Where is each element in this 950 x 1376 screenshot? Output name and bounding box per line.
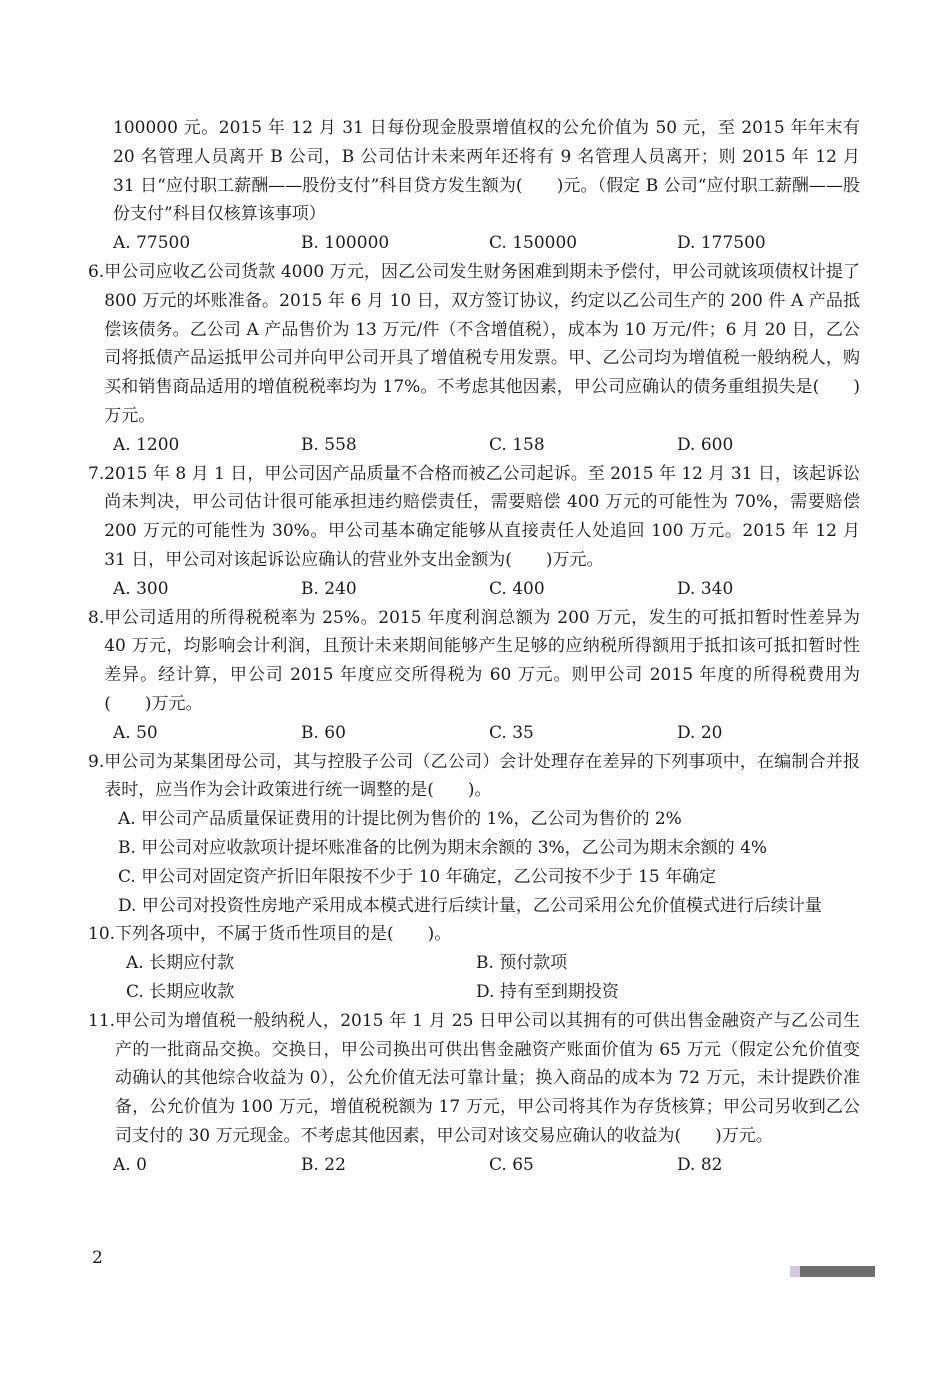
question-9: [88, 748, 860, 806]
question-10: [88, 920, 860, 949]
q11-number: 11.: [88, 1010, 116, 1031]
q10-option-d: D. 持有至到期投资: [476, 981, 619, 1002]
question-6: [88, 258, 860, 431]
q7-option-b: B. 240: [301, 578, 357, 599]
q6-option-c: C. 158: [489, 434, 545, 455]
q9-text: 甲公司为某集团母公司，其与控股子公司（乙公司）会计处理存在差异的下列事项中，在编制合并报表时，应当作为会计政策进行统一调整的是( )。: [104, 751, 860, 801]
q9-option-c: C. 甲公司对固定资产折旧年限按不少于 10 年确定，乙公司按不少于 15 年确定: [118, 866, 717, 887]
q10-options-row1: [88, 949, 860, 978]
q6-option-b: B. 558: [301, 434, 357, 455]
q8-option-d: D. 20: [677, 722, 723, 743]
q9-option-d: D. 甲公司对投资性房地产采用成本模式进行后续计量，乙公司采用公允价值模式进行后续计量: [118, 895, 822, 916]
q11-option-a: A. 0: [113, 1154, 147, 1175]
q5-option-b: B. 100000: [301, 233, 390, 254]
q6-option-a: A. 1200: [113, 434, 180, 455]
q11-option-d: D. 82: [677, 1154, 723, 1175]
q7-options: [88, 575, 860, 604]
q9-option-b: B. 甲公司对应收款项计提坏账准备的比例为期末余额的 3%，乙公司为期末余额的 4%: [118, 837, 768, 858]
q7-option-d: D. 340: [677, 578, 734, 599]
q5-option-a: A. 77500: [113, 233, 191, 254]
question-11: [88, 1007, 860, 1151]
q6-option-d: D. 600: [677, 434, 734, 455]
footer-mark: [790, 1266, 800, 1277]
q10-options-row2: [88, 978, 860, 1007]
q10-number: 10.: [88, 924, 116, 945]
q5-option-c: C. 150000: [489, 233, 578, 254]
q6-number: 6.: [88, 261, 105, 282]
q7-number: 7.: [88, 463, 105, 484]
question-8: [88, 604, 860, 719]
q11-option-b: B. 22: [301, 1154, 346, 1175]
page-number: 2: [92, 1248, 103, 1268]
q8-option-b: B. 60: [301, 722, 346, 743]
q10-option-c: C. 长期应收款: [126, 981, 235, 1002]
page-content: [88, 114, 860, 1179]
q10-option-b: B. 预付款项: [476, 953, 568, 974]
q8-number: 8.: [88, 607, 105, 628]
footer-bar: [800, 1266, 875, 1277]
q5-option-d: D. 177500: [677, 233, 766, 254]
q7-option-a: A. 300: [113, 578, 169, 599]
q9-option-a: A. 甲公司产品质量保证费用的计提比例为售价的 1%，乙公司为售价的 2%: [118, 809, 682, 830]
q9-options: [88, 805, 860, 920]
q10-text: 下列各项中，不属于货币性项目的是( )。: [115, 924, 452, 945]
q8-text: 甲公司适用的所得税税率为 25%。2015 年度利润总额为 200 万元，发生的可抵扣暂时性差异为 40 万元，均影响会计利润，且预计未来期间能够产生足够的应纳税所得额用于抵扣该可抵扣暂时性差异。经计算，甲公司 2015 年度应交所得税为 60 万元。则甲公司 2015 年度的所得税费用为( )万元。: [104, 607, 860, 714]
q11-text: 甲公司为增值税一般纳税人，2015 年 1 月 25 日甲公司以其拥有的可供出售金融资产与乙公司生产的一批商品交换。交换日，甲公司换出可供出售金融资产账面价值为 65 万元（假定公允价值变动确认的其他综合收益为 0），公允价值无法可靠计量；换入商品的成本为 72 万元，未计提跌价准备，公允价值为 100 万元，增值税税额为 17 万元，甲公司将其作为存货核算；甲公司另收到乙公司支付的 30 万元现金。不考虑其他因素，甲公司对该交易应确认的收益为( )万元。: [115, 1010, 860, 1146]
q7-option-c: C. 400: [489, 578, 545, 599]
q11-options: [88, 1151, 860, 1180]
q9-number: 9.: [88, 751, 105, 772]
q7-text: 2015 年 8 月 1 日，甲公司因产品质量不合格而被乙公司起诉。至 2015 年 12 月 31 日，该起诉讼尚未判决，甲公司估计很可能承担违约赔偿责任，需要赔偿 400 万元的可能性为 70%，需要赔偿 200 万元的可能性为 30%。甲公司基本确定能够从直接责任人处追回 100 万元。2015 年 12 月 31 日，甲公司对该起诉讼应确认的营业外支出金额为( )万元。: [104, 463, 860, 570]
q5-options: [88, 229, 860, 258]
q11-option-c: C. 65: [489, 1154, 534, 1175]
question-7: [88, 460, 860, 575]
q8-option-c: C. 35: [489, 722, 534, 743]
q6-options: [88, 431, 860, 460]
q10-option-a: A. 长期应付款: [126, 953, 235, 974]
q8-option-a: A. 50: [113, 722, 158, 743]
q6-text: 甲公司应收乙公司货款 4000 万元，因乙公司发生财务困难到期未予偿付，甲公司就该项债权计提了 800 万元的坏账准备。2015 年 6 月 10 日，双方签订协议，约定以乙公司生产的 200 件 A 产品抵偿该债务。乙公司 A 产品售价为 13 万元/件（不含增值税），成本为 10 万元/件；6 月 20 日，乙公司将抵债产品运抵甲公司并向甲公司开具了增值税专用发票。甲、乙公司均为增值税一般纳税人，购买和销售商品适用的增值税税率均为 17%。不考虑其他因素，甲公司应确认的债务重组损失是( )万元。: [104, 261, 860, 426]
q5-continuation: 100000 元。2015 年 12 月 31 日每份现金股票增值权的公允价值为 50 元，至 2015 年年末有 20 名管理人员离开 B 公司，B 公司估计未来两年还将有 9 名管理人员离开；则 2015 年 12 月 31 日“应付职工薪酬——股份支付”科目贷方发生额为( )元。（假定 B 公司“应付职工薪酬——股份支付”科目仅核算该事项）: [113, 118, 860, 225]
q8-options: [88, 719, 860, 748]
